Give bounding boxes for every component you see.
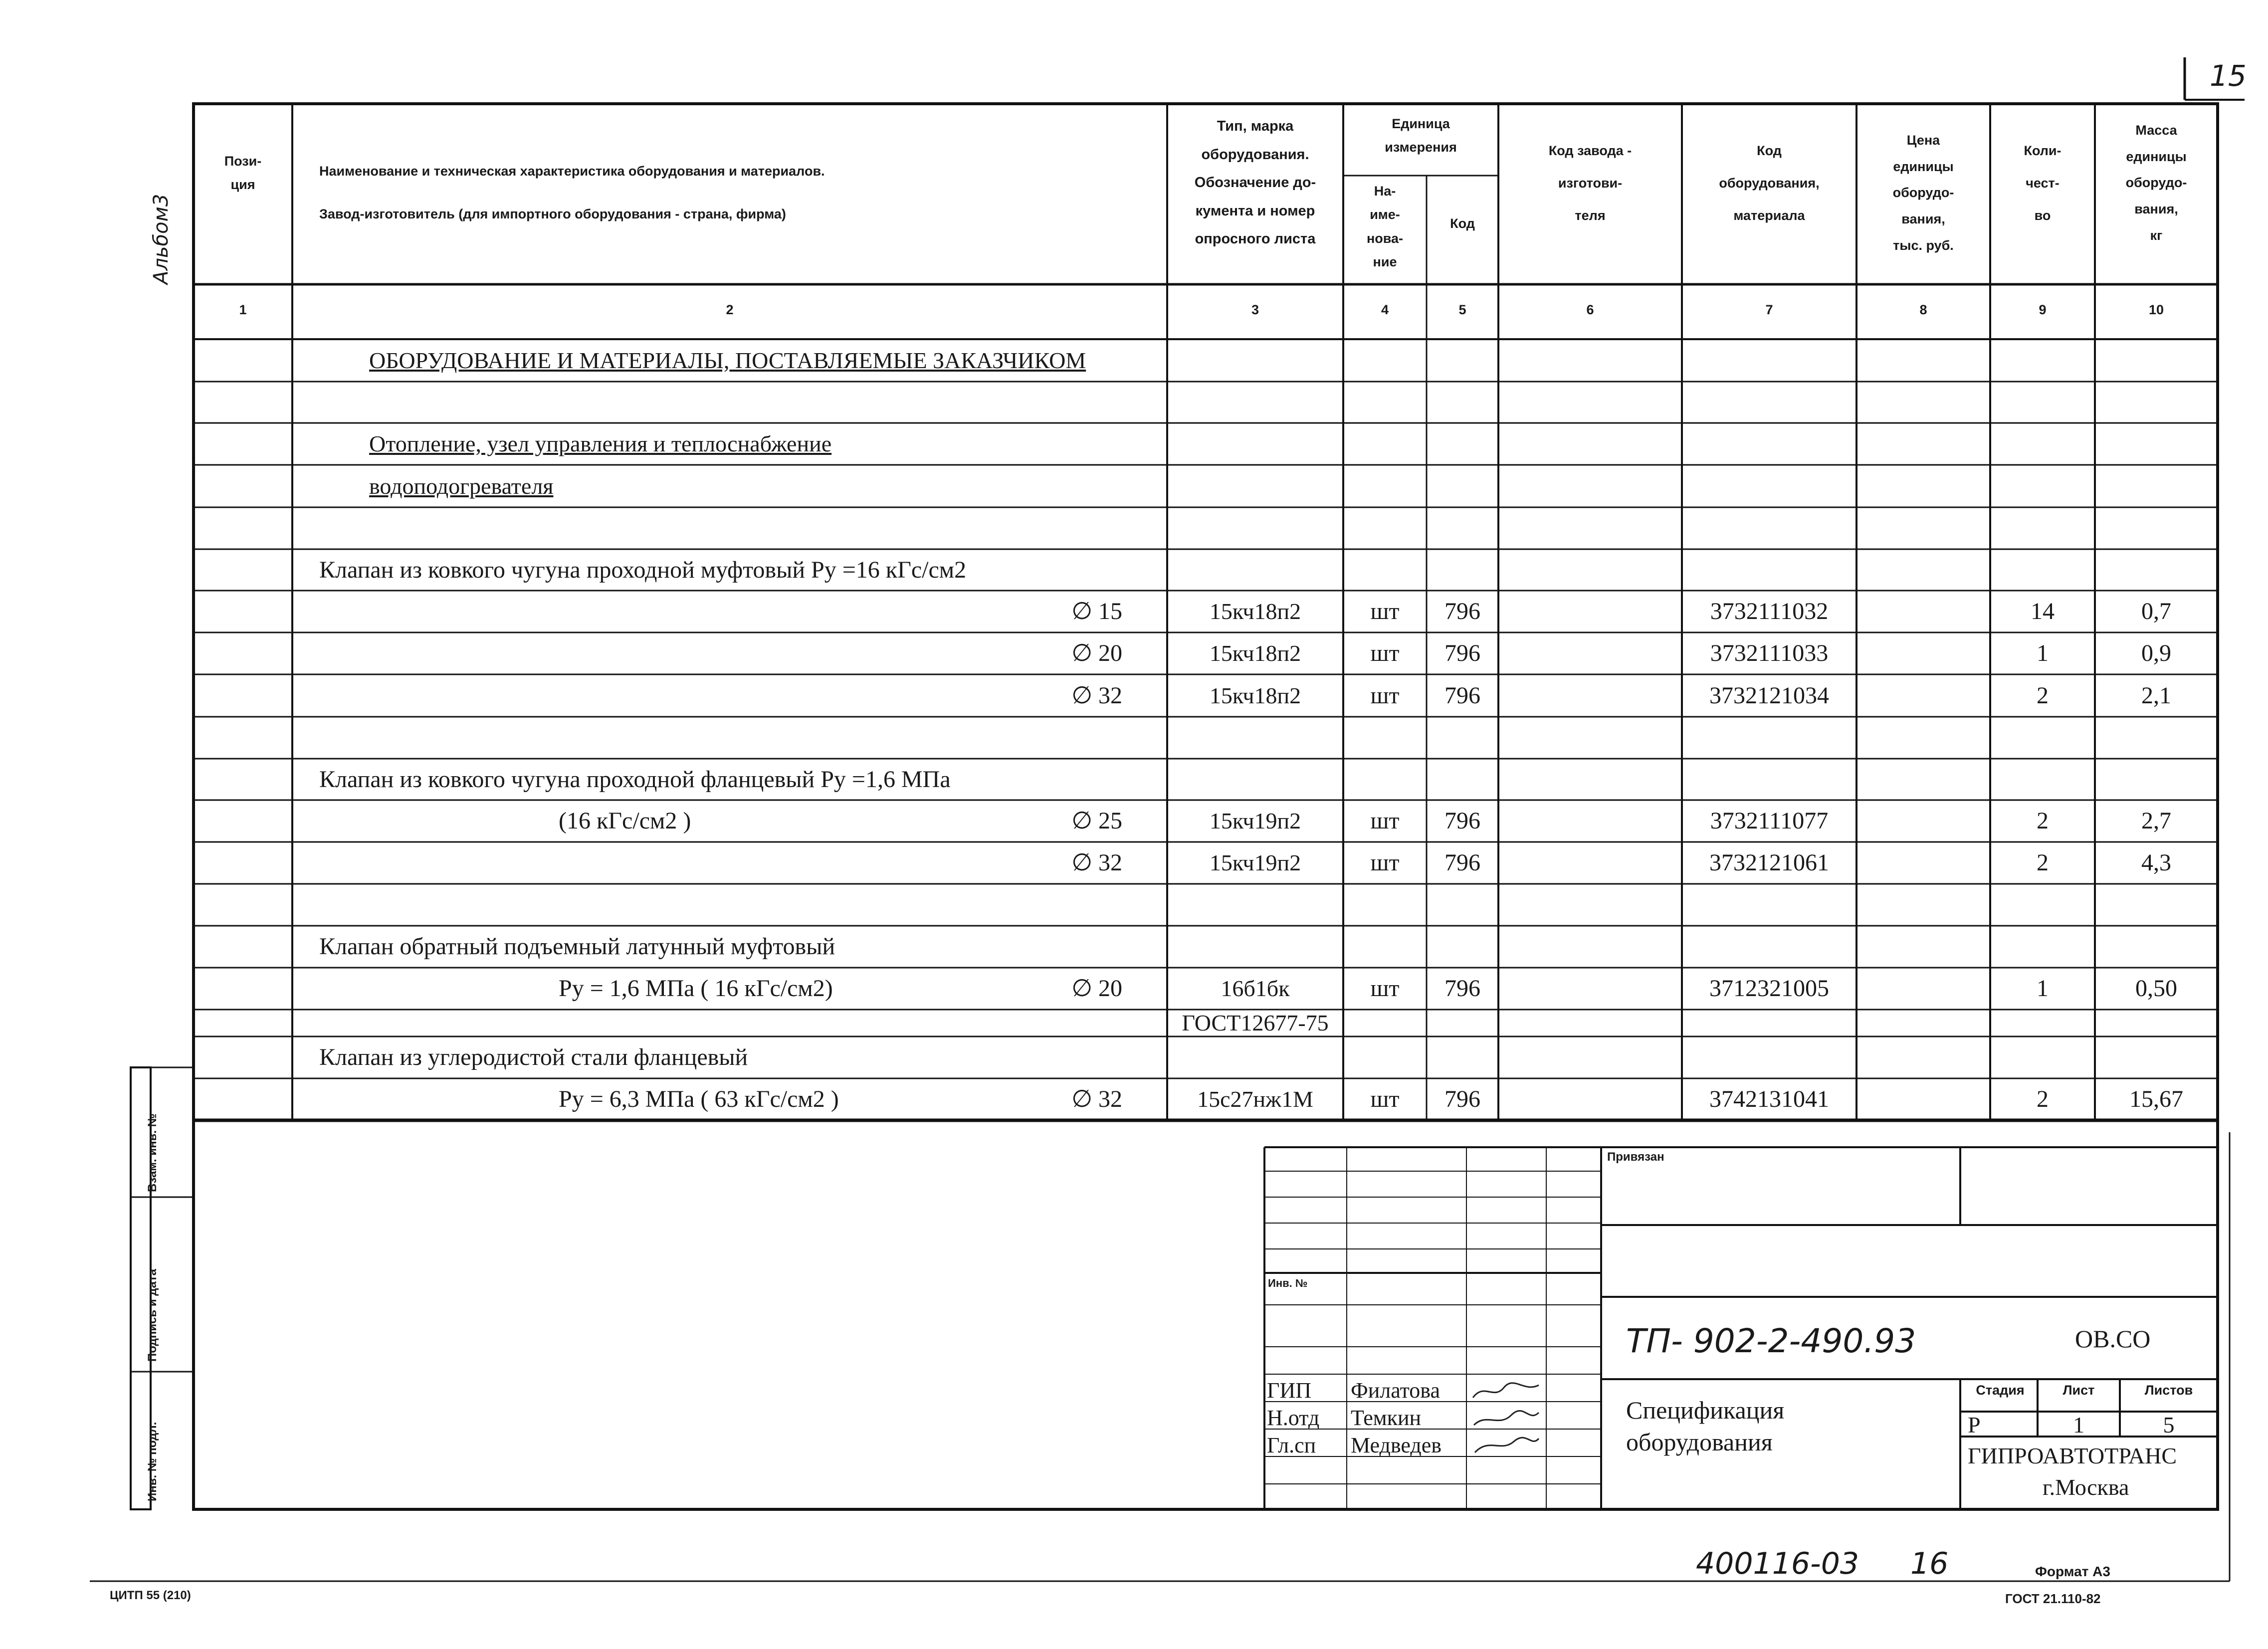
cell-dia: ∅ 25 [1071,808,1122,834]
col-header-material-code: Код оборудования, материала [1719,143,1820,223]
cell-dia: ∅ 32 [1071,1086,1122,1112]
col-number: 5 [1458,302,1466,317]
cell-unit-code: 796 [1444,975,1480,1002]
roles-list [1267,1377,1347,1459]
cell-qty: 14 [2031,598,2055,624]
cell-unit: шт [1370,598,1400,624]
cell-unit-code: 796 [1444,640,1480,666]
table-row [0,926,2268,968]
name-head-dept: Темкин [1351,1406,1422,1430]
cell-dia: ∅ 20 [1071,975,1122,1002]
cell-qty: 2 [2037,1086,2049,1112]
table-row [0,1078,2268,1120]
table-row [0,884,2268,926]
col-number: 6 [1586,302,1594,317]
table-row [0,842,2268,884]
cell-unit-code: 796 [1444,1086,1480,1112]
cell-type: 15кч18п2 [1209,640,1301,666]
stage-label: Стадия [1976,1383,2025,1398]
album-label: Альбом3 [150,194,173,284]
col-header-name: Наименование и техническая характеристика оборудования и материалов. Завод-изготовитель (для импортного оборудования - страна, фирма) [319,164,825,222]
cell-unit: шт [1370,808,1400,834]
cell-unit-code: 796 [1444,808,1480,834]
role-head-dept: Н.отд [1267,1406,1320,1430]
table-row [0,549,2268,591]
cell-mat-code: 3732111077 [1710,808,1829,834]
col-header-mass: Масса единицы оборудо- вания, кг [2125,123,2187,243]
cell-mat-code: 3732121061 [1709,849,1829,876]
cell-name: ОБОРУДОВАНИЕ И МАТЕРИАЛЫ, ПОСТАВЛЯЕМЫЕ ЗАКАЗЧИКОМ [369,348,1086,373]
cell-name: Клапан из углеродистой стали фланцевый [319,1044,748,1070]
table-row [0,1036,2268,1078]
cell-mass: 2,7 [2141,808,2171,834]
cell-qty: 2 [2037,849,2049,876]
cell-mass: 4,3 [2141,849,2171,876]
table-row [0,591,2268,632]
cell-unit: шт [1370,640,1400,666]
strip-signature-date: Подпись и дата [146,1269,159,1362]
col-header-unit-group: Единица измерения [1385,116,1457,155]
gost-label: ГОСТ 21.110-82 [2005,1591,2101,1606]
cell-qty: 1 [2037,975,2049,1002]
table-row [0,800,2268,842]
cell-type: 15кч19п2 [1209,808,1301,833]
cell-mass: 0,50 [2135,975,2177,1002]
organization: ГИПРОАВТОТРАНС [1968,1443,2177,1468]
inventory-number: 400116-03 [1696,1546,1859,1581]
table-row [0,674,2268,717]
table-row [0,465,2268,507]
role-chief-spec: Гл.сп [1267,1433,1316,1457]
col-header-type: Тип, марка оборудования. Обозначение до- кумента и номер опросного листа [1194,118,1316,247]
cell-unit: шт [1370,849,1400,876]
cell-mass: 2,1 [2141,682,2171,709]
sheet-label: Лист [2062,1383,2095,1398]
sheet-value: 1 [2073,1412,2084,1438]
cell-type: 15кч18п2 [1209,599,1301,624]
names-list [1351,1377,1466,1459]
col-number: 9 [2039,302,2047,317]
doc-suffix: ОВ.СО [2075,1325,2151,1353]
cell-dia: ∅ 15 [1071,598,1122,624]
cell-type: 15кч19п2 [1209,850,1301,875]
col-header-plant-code: Код завода - изготови- теля [1548,143,1632,223]
strip-inv-original: Инв. № подл. [146,1422,159,1501]
cell-qty: 1 [2037,640,2049,666]
col-header-unit-code: Код [1450,216,1475,231]
strip-replaced-inv: Взам. инв. № [146,1113,159,1192]
cell-dia: ∅ 32 [1071,682,1122,709]
cell-mat-code: 3732111032 [1710,598,1829,624]
name-chief-spec: Медведев [1351,1433,1442,1457]
page-number: 15 [2210,59,2247,93]
cell-unit-code: 796 [1444,682,1480,709]
cell-name: водоподогревателя [369,473,554,499]
cell-type: 15с27нж1М [1197,1086,1313,1112]
cell-name: Ру = 1,6 МПа ( 16 кГс/см2) [559,975,833,1002]
attached-label: Привязан [1607,1150,1664,1164]
col-header-quantity: Коли- чест- во [2024,143,2062,223]
doc-title: Спецификация оборудования [1626,1396,1785,1456]
cell-dia: ∅ 32 [1071,849,1122,876]
sheets-value: 5 [2163,1412,2175,1438]
cell-unit-code: 796 [1444,598,1480,624]
table-row [0,632,2268,674]
cell-mass: 0,7 [2141,598,2171,624]
cell-name: Клапан обратный подъемный латунный муфтовый [319,933,835,960]
stage-value: Р [1968,1412,1981,1438]
cell-name: Клапан из ковкого чугуна проходной муфтовый Ру =16 кГс/см2 [319,557,967,583]
doc-code: ТП- 902-2-490.93 [1626,1322,1916,1360]
sheets-label: Листов [2144,1383,2193,1398]
signatures [1469,1378,1544,1457]
cell-dia: ∅ 20 [1071,640,1122,666]
cell-mat-code: 3732121034 [1709,682,1829,709]
col-number: 2 [726,302,734,317]
col-number: 7 [1765,302,1773,317]
cell-type: ГОСТ12677-75 [1182,1010,1329,1035]
col-header-position: Пози- ция [224,154,262,193]
table-row [0,423,2268,465]
table-row [0,1010,2268,1036]
table-row [0,382,2268,423]
cell-unit: шт [1370,975,1400,1002]
cell-name: Клапан из ковкого чугуна проходной фланцевый Ру =1,6 МПа [319,766,951,793]
cell-name: Ру = 6,3 МПа ( 63 кГс/см2 ) [559,1086,839,1112]
cell-type: 15кч18п2 [1209,683,1301,708]
col-number: 1 [239,302,247,317]
inv-no-label: Инв. № [1268,1277,1308,1289]
print-code: ЦИТП 55 (210) [110,1589,191,1602]
cell-mat-code: 3712321005 [1709,975,1829,1002]
cell-unit-code: 796 [1444,849,1480,876]
role-gip: ГИП [1267,1378,1311,1403]
cell-qty: 2 [2037,808,2049,834]
cell-mass: 15,67 [2129,1086,2183,1112]
col-header-price: Цена единицы оборудо- вания, тыс. руб. [1892,133,1954,253]
col-header-unit-name: На- име- нова- ние [1366,184,1404,269]
cell-mat-code: 3732111033 [1710,640,1829,666]
format-label: Формат А3 [2035,1564,2110,1579]
cell-qty: 2 [2037,682,2049,709]
col-number: 8 [1919,302,1927,317]
col-number: 10 [2148,302,2164,317]
col-number: 4 [1381,302,1389,317]
cell-type: 16б1бк [1221,976,1290,1001]
cell-unit: шт [1370,682,1400,709]
col-number: 3 [1251,302,1259,317]
table-row [0,759,2268,800]
table-row [0,507,2268,549]
bottom-page-number: 16 [1910,1546,1949,1581]
table-row [0,717,2268,759]
cell-name: (16 кГс/см2 ) [559,808,691,834]
name-gip: Филатова [1351,1378,1441,1403]
cell-name: Отопление, узел управления и теплоснабжение [369,431,832,456]
cell-mass: 0,9 [2141,640,2171,666]
table-row [0,968,2268,1010]
city: г.Москва [2043,1474,2129,1500]
cell-mat-code: 3742131041 [1709,1086,1829,1112]
table-row [0,339,2268,382]
cell-unit: шт [1370,1086,1400,1112]
